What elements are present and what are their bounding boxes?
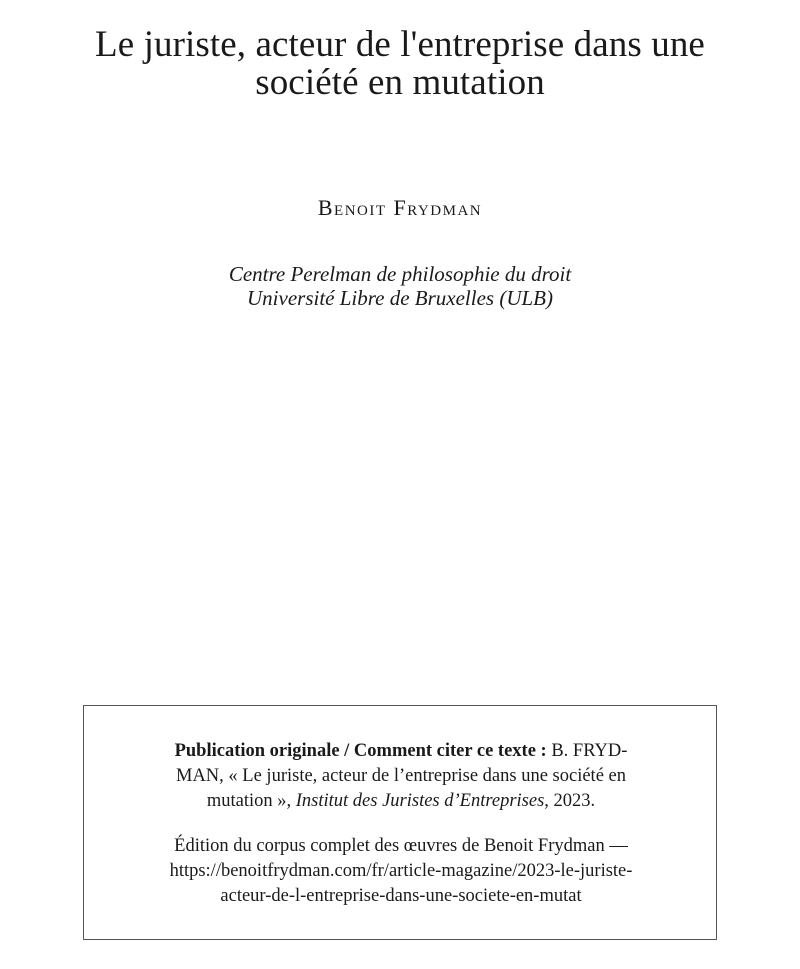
document-title [0,26,800,102]
affiliation-line: Université Libre de Bruxelles (ULB) [247,286,553,310]
affiliation-line: Centre Perelman de philosophie du droit [228,262,572,286]
citation-text: , 2023. [544,791,596,811]
edition-url-line: https://benoitfrydman.com/fr/article-magazine/2023-le-juriste- [169,861,633,881]
citation-line: MAN, « Le juriste, acteur de l’entreprise dans une société en [176,766,626,786]
edition-url-line: acteur-de-l-entreprise-dans-une-societe-en-mutat [220,886,582,906]
citation-line [122,789,680,814]
citation-text: B. FRYD- [546,741,628,761]
citation-line [122,739,680,764]
citation-journal: Institut des Juristes d’Entreprises [295,791,545,811]
citation-paragraph [122,739,680,814]
title-line: Le juriste, acteur de l'entreprise dans une [95,24,705,65]
citation-label: Publication originale / Comment citer ce texte : [174,741,547,761]
citation-box [83,705,717,940]
edition-line: Édition du corpus complet des œuvres de Benoit Frydman — [174,836,628,856]
title-line: société en mutation [255,62,545,103]
edition-paragraph [122,834,680,909]
author-name: Benoit Frydman [317,195,483,220]
author-affiliation [0,262,800,310]
citation-text: mutation », [206,791,296,811]
